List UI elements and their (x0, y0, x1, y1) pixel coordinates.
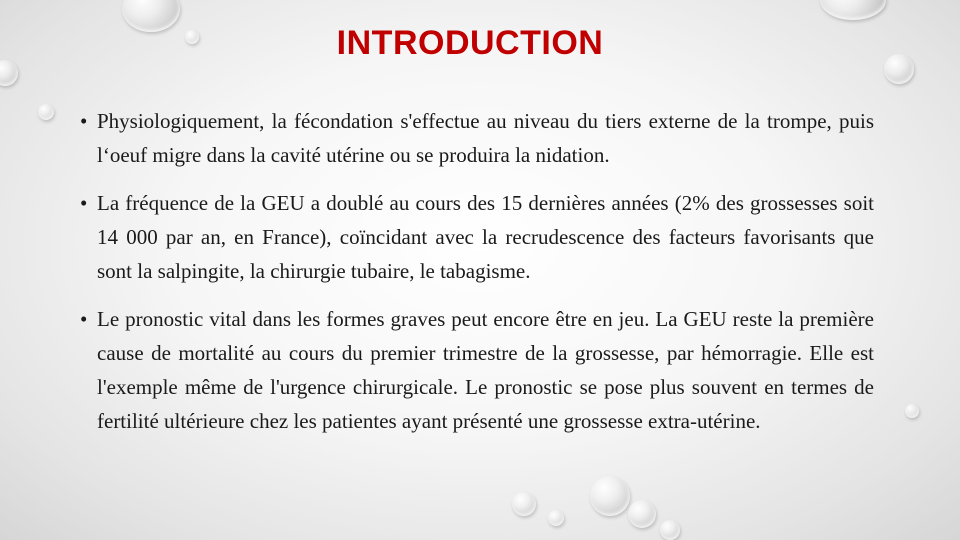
bullet-item (72, 186, 874, 288)
slide-title: INTRODUCTION (336, 24, 604, 62)
bullet-text: Le pronostic vital dans les formes graves peut encore être en jeu. La GEU reste la première cause de mortalité au cours du premier trimestre de la grossesse, par hémorragie. Elle est l'exemple même de l'urgence chirurgicale. Le pronostic se pose plus souvent en termes de fertilité ultérieure chez les patientes ayant présenté une grossesse extra-utérine. (97, 307, 874, 433)
water-droplet (512, 492, 536, 516)
bullet-item (72, 104, 874, 172)
water-droplet (628, 500, 656, 528)
water-droplet (905, 404, 919, 418)
bullet-marker: • (80, 109, 88, 133)
water-droplet (660, 520, 680, 540)
bullet-list (72, 104, 874, 452)
water-droplet (0, 60, 18, 86)
water-droplet (820, 0, 886, 20)
water-droplet (548, 510, 564, 526)
bullet-marker: • (80, 307, 88, 331)
water-droplet (590, 476, 630, 516)
bullet-text: Physiologiquement, la fécondation s'effectue au niveau du tiers externe de la trompe, puis l‘oeuf migre dans la cavité utérine ou se produira la nidation. (97, 109, 874, 167)
water-droplet (38, 104, 54, 120)
bullet-text: La fréquence de la GEU a doublé au cours des 15 dernières années (2% des grossesses soit 14 000 par an, en France), coïncidant avec la recrudescence des facteurs favorisants que sont la salpingite, la chirurgie tubaire, le tabagisme. (97, 191, 874, 283)
bullet-item (72, 302, 874, 438)
bullet-marker: • (80, 191, 88, 215)
